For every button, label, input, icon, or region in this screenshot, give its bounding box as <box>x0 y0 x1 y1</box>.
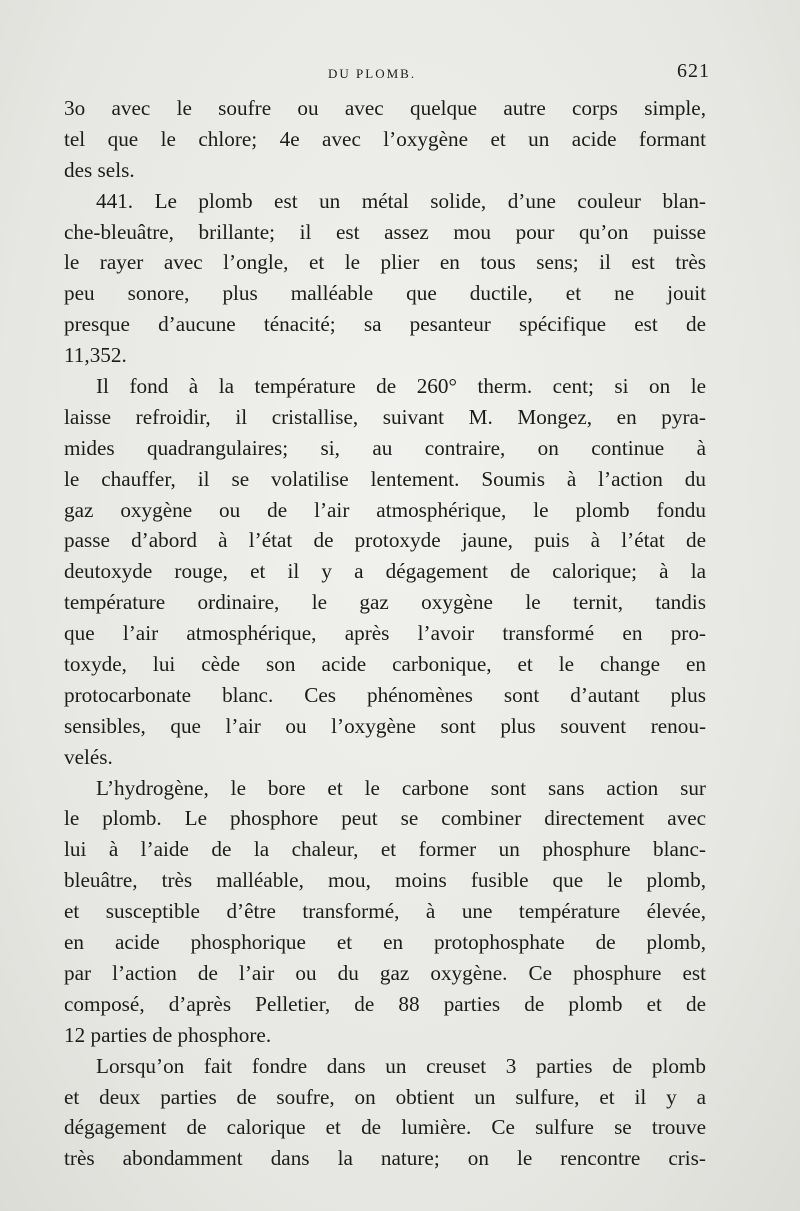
text-line: Lorsqu’on fait fondre dans un creuset 3 parties de plomb <box>96 1053 706 1078</box>
text-line: mides quadrangulaires; si, au contraire, on continue à <box>64 435 706 460</box>
text-line: tel que le chlore; 4e avec l’oxygène et un acide formant <box>64 126 706 151</box>
text-line: 441. Le plomb est un métal solide, d’une couleur blan- <box>96 188 706 213</box>
text-line: très abondamment dans la nature; on le rencontre cris- <box>64 1146 706 1171</box>
text-line: le chauffer, il se volatilise lentement. Soumis à l’action du <box>64 466 706 491</box>
text-line: que l’air atmosphérique, après l’avoir transformé en pro- <box>64 621 706 646</box>
text-line: bleuâtre, très malléable, mou, moins fusible que le plomb, <box>64 868 706 893</box>
text-line: gaz oxygène ou de l’air atmosphérique, le plomb fondu <box>64 497 706 522</box>
text-line: lui à l’aide de la chaleur, et former un phosphure blanc- <box>64 837 706 862</box>
text-line: protocarbonate blanc. Ces phénomènes sont d’autant plus <box>64 682 706 707</box>
text-line: dégagement de calorique et de lumière. Ce sulfure se trouve <box>64 1115 706 1140</box>
text-line: des sels. <box>64 157 135 182</box>
text-line: deutoxyde rouge, et il y a dégagement de calorique; à la <box>64 559 706 584</box>
text-line: velés. <box>64 744 113 769</box>
text-line: en acide phosphorique et en protophosphate de plomb, <box>64 930 706 955</box>
text-line: 3o avec le soufre ou avec quelque autre corps simple, <box>64 96 706 120</box>
body-text <box>64 93 706 1174</box>
text-line: par l’action de l’air ou du gaz oxygène. Ce phosphure est <box>64 960 706 985</box>
text-line: passe d’abord à l’état de protoxyde jaune, puis à l’état de <box>64 528 706 553</box>
text-line: sensibles, que l’air ou l’oxygène sont plus souvent renou- <box>64 713 706 738</box>
text-line: laisse refroidir, il cristallise, suivant M. Mongez, en pyra- <box>64 404 706 429</box>
text-line: Il fond à la température de 260° therm. cent; si on le <box>96 374 706 399</box>
text-line: presque d’aucune ténacité; sa pesanteur spécifique est de <box>64 312 706 337</box>
text-line: toxyde, lui cède son acide carbonique, et le change en <box>64 652 706 677</box>
text-line: le rayer avec l’ongle, et le plier en tous sens; il est très <box>64 250 706 275</box>
text-line: composé, d’après Pelletier, de 88 parties de plomb et de <box>64 991 706 1016</box>
page-number: 621 <box>677 60 710 82</box>
page-header <box>60 60 710 90</box>
text-line: che-bleuâtre, brillante; il est assez mou pour qu’on puisse <box>64 219 706 244</box>
text-line: 11,352. <box>64 343 127 368</box>
text-line: et susceptible d’être transformé, à une température élevée, <box>64 899 706 924</box>
text-line: 12 parties de phosphore. <box>64 1022 272 1047</box>
text-line: le plomb. Le phosphore peut se combiner directement avec <box>64 806 706 831</box>
text-line: température ordinaire, le gaz oxygène le ternit, tandis <box>64 590 706 615</box>
text-line: et deux parties de soufre, on obtient un sulfure, et il y a <box>64 1084 706 1109</box>
text-line: L’hydrogène, le bore et le carbone sont sans action sur <box>96 775 706 800</box>
running-head: DU PLOMB. <box>328 66 417 81</box>
text-line: peu sonore, plus malléable que ductile, et ne jouit <box>64 281 706 306</box>
